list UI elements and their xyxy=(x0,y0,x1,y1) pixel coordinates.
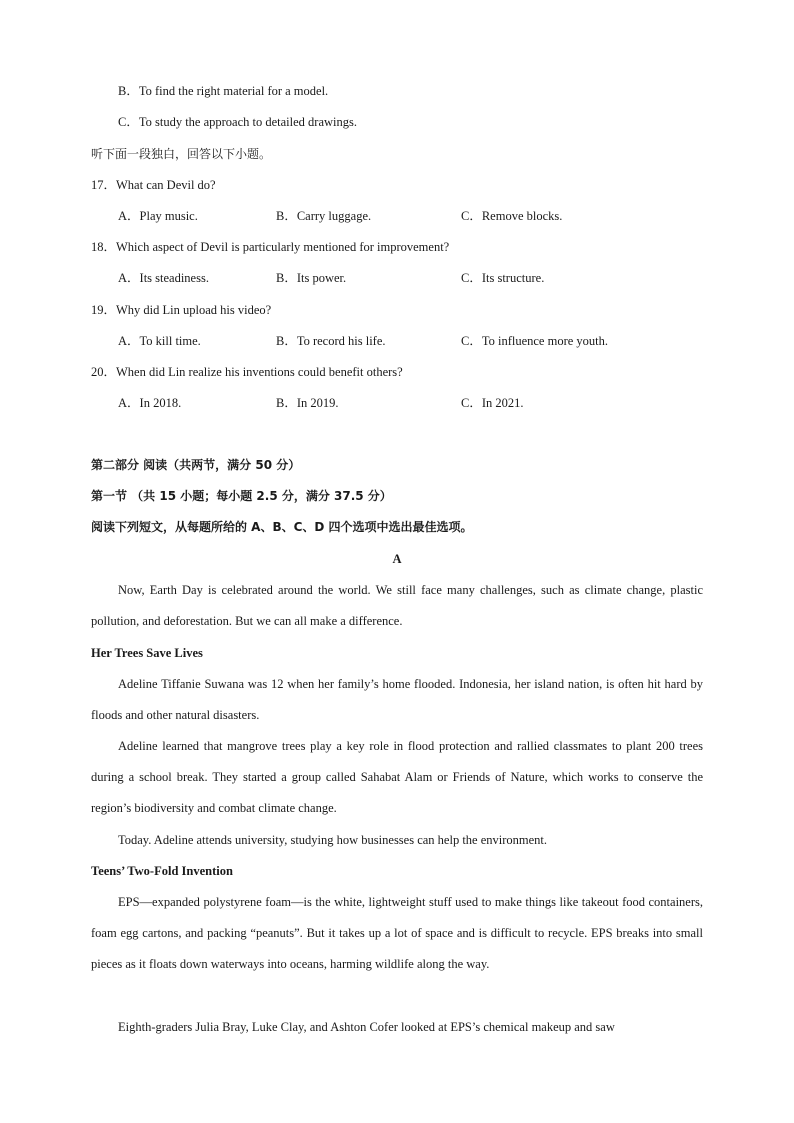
passage-label: A xyxy=(392,552,402,566)
passage-intro: Now, Earth Day is celebrated around the world. We still face many challenges, such as climate change, plastic pollution, and deforestation. But we can all make a difference. xyxy=(91,583,703,629)
heading-two-fold-invention: Teens’ Two-Fold Invention xyxy=(91,864,233,878)
question-18-option-c: C．Its structure. xyxy=(461,271,545,285)
question-20-option-c: C．In 2021. xyxy=(461,396,524,410)
listening-instruction: 听下面一段独白，回答以下小题。 xyxy=(91,147,272,161)
prev-option-c: C．To study the approach to detailed drawings. xyxy=(118,115,358,129)
paragraph-5: Eighth-graders Julia Bray, Luke Clay, and Ashton Cofer looked at EPS’s chemical makeup and saw xyxy=(118,1020,615,1034)
paragraph-2: Adeline learned that mangrove trees play a key role in flood protection and rallied classmates to plant 200 trees during a school break. They started a group called Sahabat Alam or Friends of Nature, which works to conserve the region’s biodiversity and combat climate change. xyxy=(91,739,703,816)
prev-option-b: B．To find the right material for a model. xyxy=(118,84,329,98)
question-17-stem: 17．What can Devil do? xyxy=(91,178,216,192)
question-19-option-b: B．To record his life. xyxy=(276,334,386,348)
question-18-option-b: B．Its power. xyxy=(276,271,347,285)
question-18-stem: 18．Which aspect of Devil is particularly mentioned for improvement? xyxy=(91,240,450,254)
question-20-option-b: B．In 2019. xyxy=(276,396,339,410)
question-20-option-a: A．In 2018. xyxy=(118,396,182,410)
part-two-title: 第二部分 阅读（共两节，满分 50 分） xyxy=(91,458,301,472)
heading-her-trees: Her Trees Save Lives xyxy=(91,646,203,660)
question-20-stem: 20．When did Lin realize his inventions could benefit others? xyxy=(91,365,403,379)
question-19-option-a: A．To kill time. xyxy=(118,334,201,348)
question-18-option-a: A．Its steadiness. xyxy=(118,271,209,285)
section-one-title: 第一节 （共 15 小题；每小题 2.5 分，满分 37.5 分） xyxy=(91,489,392,503)
question-17-option-c: C．Remove blocks. xyxy=(461,209,563,223)
question-19-option-c: C．To influence more youth. xyxy=(461,334,609,348)
question-19-stem: 19．Why did Lin upload his video? xyxy=(91,303,272,317)
question-17-option-a: A．Play music. xyxy=(118,209,198,223)
paragraph-3: Today. Adeline attends university, studying how businesses can help the environment. xyxy=(118,833,548,847)
paragraph-1: Adeline Tiffanie Suwana was 12 when her family’s home flooded. Indonesia, her island nation, is often hit hard by floods and other natural disasters. xyxy=(91,677,703,723)
reading-instruction: 阅读下列短文，从每题所给的 A、B、C、D 四个选项中选出最佳选项。 xyxy=(91,520,473,534)
paragraph-4: EPS—expanded polystyrene foam—is the white, lightweight stuff used to make things like takeout food containers, foam egg cartons, and packing “peanuts”. But it takes up a lot of space and is difficult to recycle. EPS breaks into small pieces as it floats down waterways into oceans, harming wildlife along the way. xyxy=(91,895,703,972)
question-17-option-b: B．Carry luggage. xyxy=(276,209,372,223)
